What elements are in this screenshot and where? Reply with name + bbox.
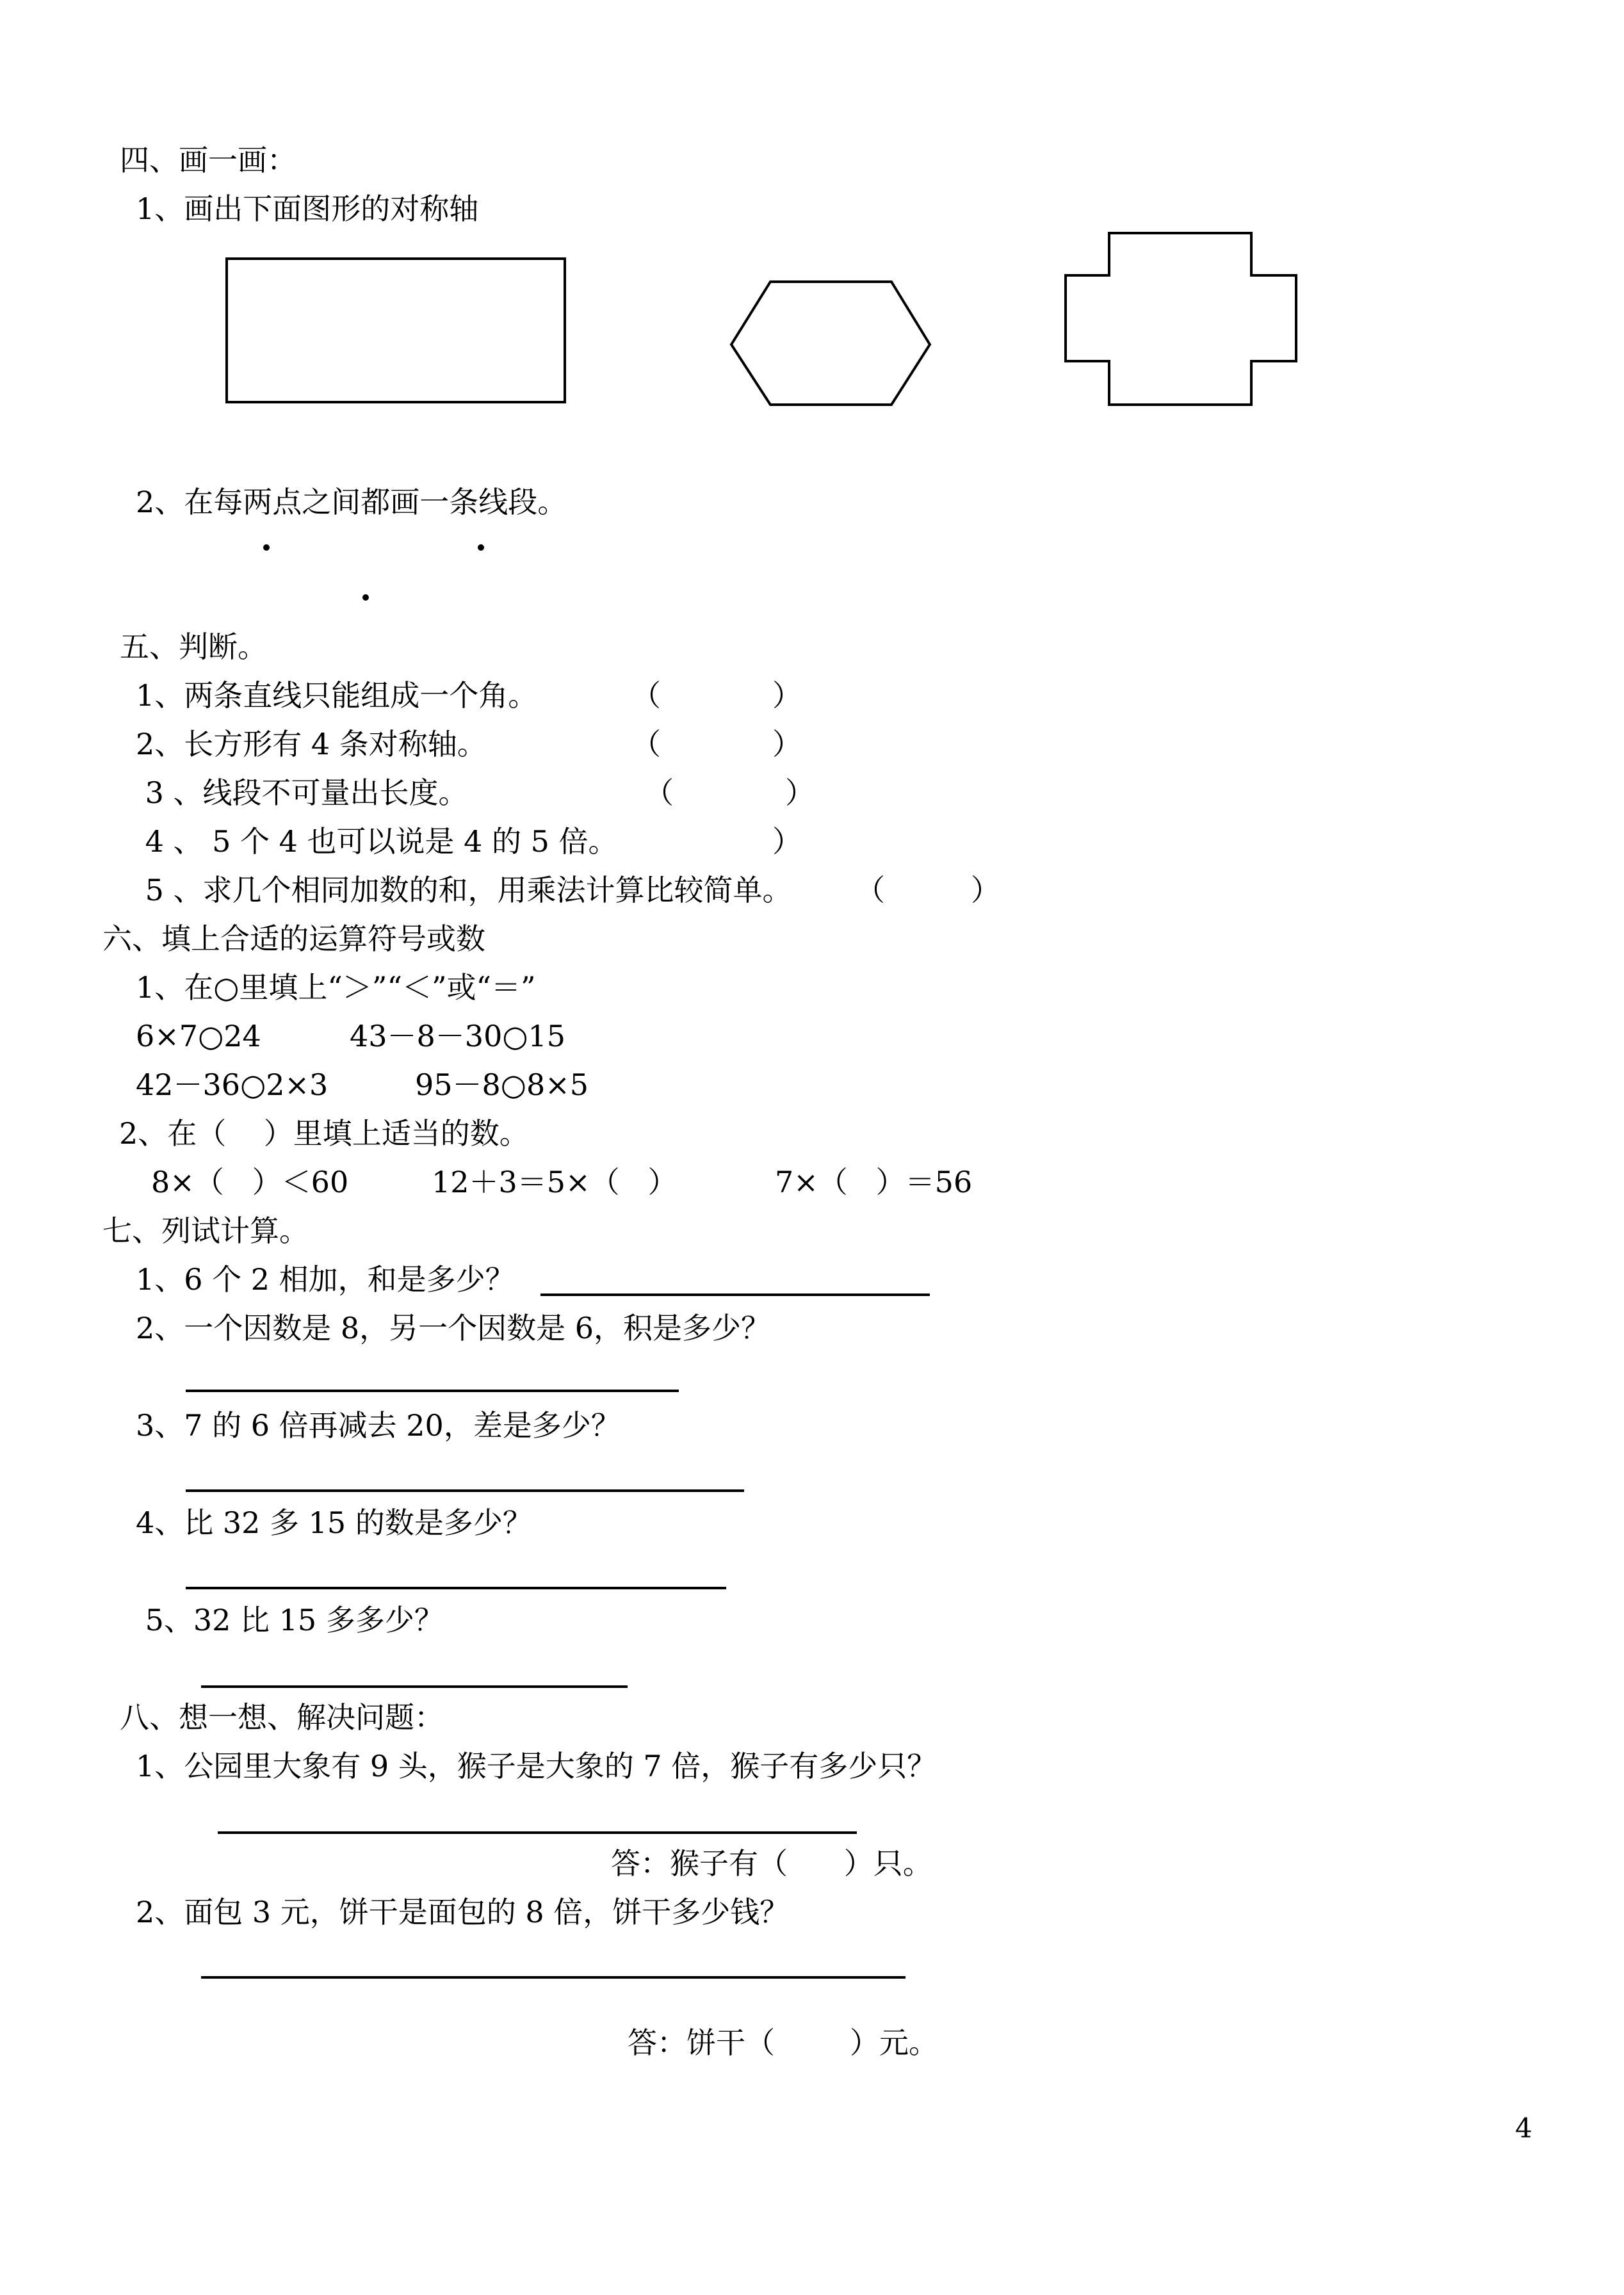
problem-2-work-line <box>201 1976 905 1979</box>
calc-item-4: 4、比 32 多 15 的数是多少？ <box>136 1505 532 1540</box>
compare-2: 43－8－30○15 <box>350 1019 566 1053</box>
calc-item-3: 3、7 的 6 倍再减去 20，差是多少？ <box>136 1408 621 1443</box>
section-5-heading: 五、判断。 <box>120 629 267 664</box>
judge-paren-open-1: （ <box>631 678 661 713</box>
answer-line-3 <box>186 1489 744 1492</box>
judge-item-4: 4 、 5 个 4 也可以说是 4 的 5 倍。 <box>136 824 618 859</box>
judge-paren-close-3: ） <box>785 775 815 810</box>
section-7-heading: 七、列试计算。 <box>102 1213 309 1248</box>
judge-item-2: 2、长方形有 4 条对称轴。 <box>136 727 487 761</box>
problem-2-answer: 答：饼干（ ）元。 <box>628 2025 938 2060</box>
problem-1: 1、公园里大象有 9 头，猴子是大象的 7 倍，猴子有多少只？ <box>136 1749 937 1783</box>
calc-item-2: 2、一个因数是 8，另一个因数是 6，积是多少？ <box>136 1311 771 1345</box>
section-4-question-2: 2、在每两点之间都画一条线段。 <box>136 485 567 519</box>
rectangle-figure <box>224 256 570 407</box>
fill-2: 12＋3＝5×（ ） <box>432 1165 678 1199</box>
section-4-question-1: 1、画出下面图形的对称轴 <box>136 191 479 226</box>
section-4-heading: 四、画一画： <box>120 143 296 177</box>
judge-paren-close-5: ） <box>971 873 1000 907</box>
fill-3: 7×（ ）＝56 <box>775 1165 973 1199</box>
problem-1-work-line <box>218 1831 857 1834</box>
section-6-question-1: 1、在○里填上“＞”“＜”或“＝” <box>136 970 536 1005</box>
compare-4: 95－8○8×5 <box>415 1067 589 1102</box>
section-6-question-2: 2、在（ ）里填上适当的数。 <box>119 1116 529 1151</box>
fill-1: 8×（ ）＜60 <box>151 1165 349 1199</box>
compare-3: 42－36○2×3 <box>136 1067 329 1102</box>
answer-line-5 <box>201 1685 628 1688</box>
answer-line-1 <box>540 1293 930 1296</box>
judge-paren-open-2: （ <box>631 727 661 761</box>
point-c <box>362 594 369 601</box>
hexagon-figure <box>729 279 932 407</box>
judge-item-3: 3 、线段不可量出长度。 <box>136 775 468 810</box>
point-a <box>263 544 270 551</box>
page-number: 4 <box>1515 2113 1532 2144</box>
judge-paren-open-5: （ <box>856 873 885 907</box>
judge-paren-close-2: ） <box>772 727 802 761</box>
problem-1-answer: 答：猴子有（ ）只。 <box>611 1846 932 1881</box>
judge-paren-close-4: ） <box>772 824 802 859</box>
problem-2: 2、面包 3 元，饼干是面包的 8 倍，饼干多少钱？ <box>136 1895 790 1929</box>
judge-paren-close-1: ） <box>772 678 802 713</box>
judge-item-1: 1、两条直线只能组成一个角。 <box>136 678 538 713</box>
point-b <box>478 544 484 551</box>
judge-paren-open-3: （ <box>644 775 674 810</box>
calc-item-5: 5、32 比 15 多多少？ <box>136 1603 444 1637</box>
calc-item-1: 1、6 个 2 相加，和是多少？ <box>136 1262 515 1297</box>
section-6-heading: 六、填上合适的运算符号或数 <box>102 921 485 956</box>
cross-figure <box>1063 231 1300 407</box>
answer-line-4 <box>186 1587 726 1589</box>
judge-item-5: 5 、求几个相同加数的和，用乘法计算比较简单。 <box>136 873 792 907</box>
section-8-heading: 八、想一想、解决问题： <box>120 1700 444 1735</box>
answer-line-2 <box>186 1390 679 1392</box>
compare-1: 6×7○24 <box>136 1019 261 1053</box>
